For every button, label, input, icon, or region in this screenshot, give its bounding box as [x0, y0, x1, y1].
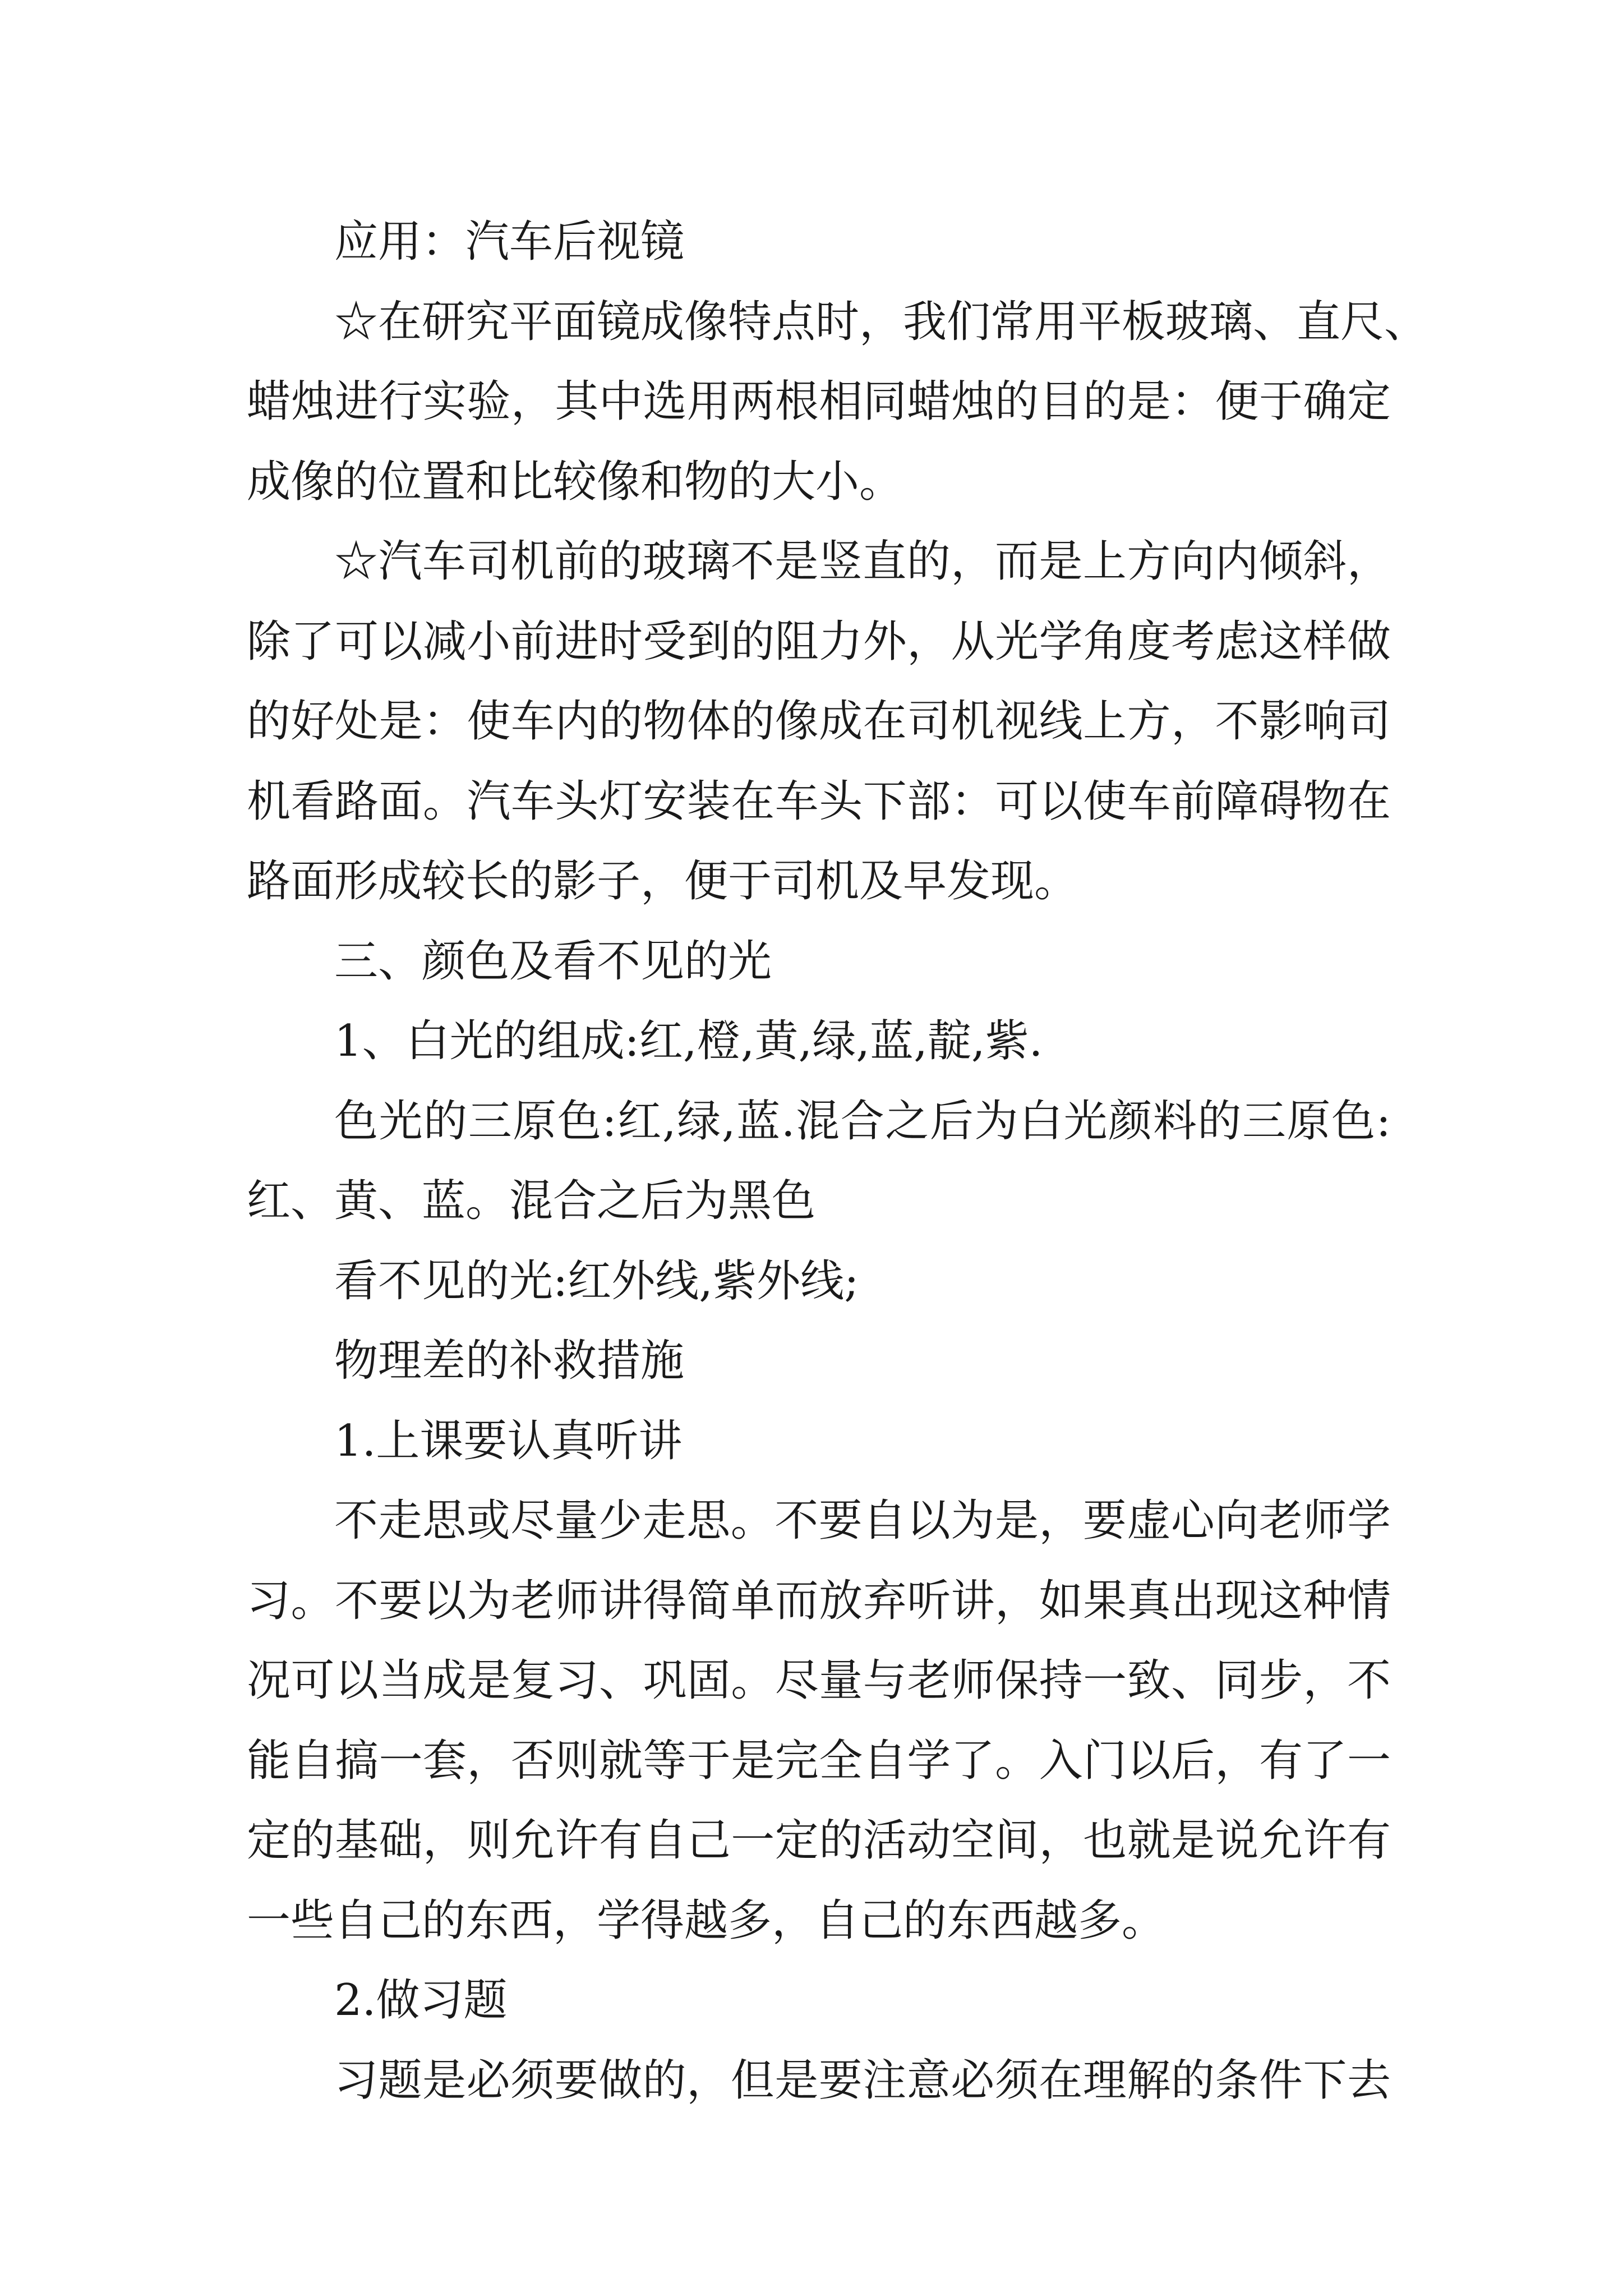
text-line: 蜡烛进行实验，其中选用两根相同蜡烛的目的是：便于确定 — [247, 376, 1391, 427]
text-line: 1、白光的组成:红,橙,黄,绿,蓝,靛,紫. — [334, 1016, 1043, 1066]
text-line: 习题是必须要做的，但是要注意必须在理解的条件下去 — [334, 2055, 1391, 2106]
text-line: 物理差的补救措施 — [334, 1336, 685, 1386]
text-line: 看不见的光:红外线,紫外线; — [334, 1255, 859, 1306]
text-line: 况可以当成是复习、巩固。尽量与老师保持一致、同步，不 — [247, 1655, 1391, 1706]
text-line: 色光的三原色:红,绿,蓝.混合之后为白光颜料的三原色: — [334, 1096, 1391, 1147]
text-line: ☆汽车司机前的玻璃不是竖直的，而是上方向内倾斜， — [334, 536, 1391, 587]
text-line: 的好处是：使车内的物体的像成在司机视线上方，不影响司 — [247, 696, 1391, 747]
text-line: 成像的位置和比较像和物的大小。 — [247, 456, 903, 507]
text-line: ☆在研究平面镜成像特点时，我们常用平板玻璃、直尺、 — [334, 296, 1428, 347]
text-line: 能自搞一套，否则就等于是完全自学了。入门以后，有了一 — [247, 1735, 1391, 1786]
text-line: 1.上课要认真听讲 — [334, 1415, 683, 1466]
text-line: 应用：汽车后视镜 — [334, 217, 685, 267]
text-line: 除了可以减小前进时受到的阻力外，从光学角度考虑这样做 — [247, 616, 1391, 667]
text-line: 不走思或尽量少走思。不要自以为是，要虚心向老师学 — [334, 1496, 1391, 1546]
text-line: 三、颜色及看不见的光 — [334, 936, 772, 987]
text-line: 2.做习题 — [334, 1975, 508, 2026]
document-body — [247, 202, 1428, 2120]
text-line: 定的基础，则允许有自己一定的活动空间，也就是说允许有 — [247, 1815, 1391, 1866]
text-line: 路面形成较长的影子，便于司机及早发现。 — [247, 856, 1078, 907]
text-line: 习。不要以为老师讲得简单而放弃听讲，如果真出现这种情 — [247, 1575, 1391, 1626]
text-line: 一些自己的东西，学得越多，自己的东西越多。 — [247, 1895, 1166, 1946]
text-line: 机看路面。汽车头灯安装在车头下部：可以使车前障碍物在 — [247, 776, 1391, 827]
text-line: 红、黄、蓝。混合之后为黑色 — [247, 1176, 816, 1226]
